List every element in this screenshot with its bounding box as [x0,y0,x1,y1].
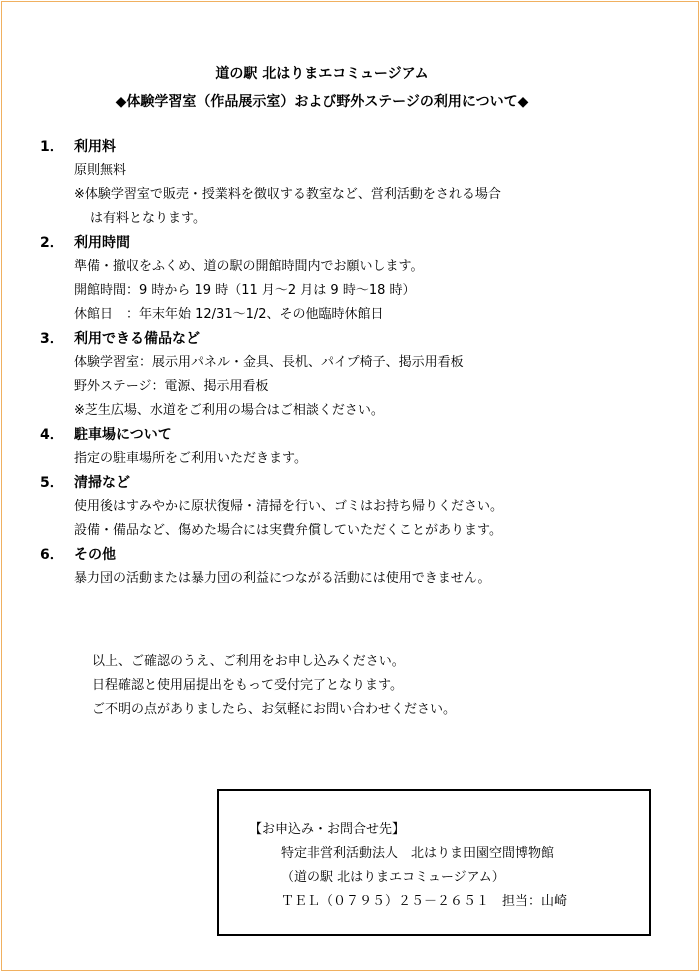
section-line: 野外ステージ：電源、掲示用看板 [74,379,269,394]
closing-line: 日程確認と使用届提出をもって受付完了となります。 [92,678,403,693]
contact-box [217,789,651,936]
section-line: 原則無料 [74,163,127,178]
section-line: 設備・備品など、傷めた場合には実費弁償していただくことがあります。 [74,523,502,538]
section-line: 休館日 ：年末年始 12/31～1/2、その他臨時休館日 [74,307,384,322]
section-cleaning [40,471,660,543]
contact-station: （道の駅 北はりまエコミュージアム） [281,870,505,885]
document-subtitle: ◆体験学習室（作品展示室）および野外ステージの利用について◆ [115,94,529,110]
section-line: 体験学習室：展示用パネル・金具、長机、パイプ椅子、掲示用看板 [74,355,464,370]
section-number: 2． [40,235,64,251]
document-page [1,1,699,971]
section-number: 6． [40,547,64,563]
section-heading: 利用料 [74,139,116,155]
section-usage-hours [40,231,660,327]
section-parking [40,423,660,471]
closing-remarks [92,650,652,722]
section-heading: その他 [74,547,116,563]
sections-list [40,135,660,591]
closing-line: ご不明の点がありましたら、お気軽にお問い合わせください。 [92,702,457,717]
section-line: 暴力団の活動または暴力団の利益につながる活動には使用できません。 [74,571,491,586]
section-number: 5． [40,475,64,491]
section-usage-fee [40,135,660,231]
section-line: ※芝生広場、水道をご利用の場合はご相談ください。 [74,403,384,418]
section-line: ※体験学習室で販売・授業料を徴収する教室など、営利活動をされる場合 [74,187,501,202]
contact-heading: 【お申込み・お問合せ先】 [249,822,406,837]
section-number: 1． [40,139,64,155]
document-title: 道の駅 北はりまエコミュージアム [215,66,429,82]
section-number: 4． [40,427,64,443]
section-heading: 清掃など [74,475,130,491]
section-heading: 利用できる備品など [74,331,200,347]
section-heading: 駐車場について [74,427,172,443]
contact-telephone: ＴＥＬ（０７９５）２５－２６５１ 担当：山崎 [281,894,568,909]
section-equipment [40,327,660,423]
section-line: 準備・撤収をふくめ、道の駅の開館時間内でお願いします。 [74,259,424,274]
closing-line: 以上、ご確認のうえ、ご利用をお申し込みください。 [92,654,405,669]
section-number: 3． [40,331,64,347]
section-line: は有料となります。 [90,211,206,226]
section-line: 使用後はすみやかに原状復帰・清掃を行い、ゴミはお持ち帰りください。 [74,499,504,514]
section-line: 開館時間：9 時から 19 時（11 月～2 月は 9 時～18 時） [74,283,416,298]
section-other [40,543,660,591]
section-heading: 利用時間 [74,235,130,251]
contact-organization: 特定非営利活動法人 北はりま田園空間博物館 [281,846,555,861]
section-line: 指定の駐車場所をご利用いただきます。 [74,451,307,466]
